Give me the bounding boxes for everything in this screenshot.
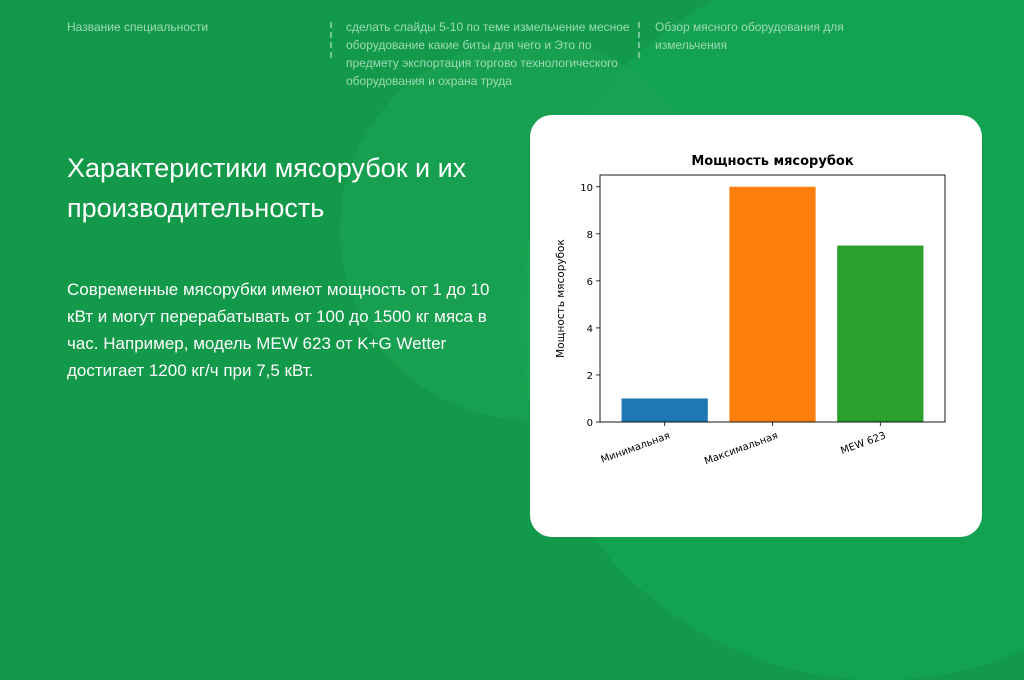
y-tick-label: 10 — [580, 182, 593, 194]
header-task: сделать слайды 5-10 по теме измельчение месное оборудование какие биты для чего и Это по предмету экспортация торгово технологического оборудования и охрана труда — [346, 20, 630, 88]
slide-body-text: Современные мясорубки имеют мощность от 1 до 10 кВт и могут перерабатывать от 100 до 1500 кг мяса в час. Например, модель MEW 623 от K+G Wetter достигает 1200 кг/ч при 7,5 кВт. — [67, 280, 490, 380]
y-axis-label: Мощность мясорубок — [555, 239, 567, 358]
y-tick-label: 6 — [586, 276, 593, 288]
header-specialty: Название специальности — [67, 20, 209, 34]
y-tick-label: 0 — [586, 418, 593, 429]
slide-title: Характеристики мясорубок и их производительность — [67, 153, 467, 223]
bar — [729, 187, 815, 422]
bar-chart — [530, 115, 982, 537]
x-tick-label: Максимальная — [702, 430, 780, 468]
x-tick-label: Минимальная — [599, 430, 672, 466]
chart-card — [530, 115, 982, 537]
chart-title: Мощность мясорубок — [691, 154, 854, 169]
header-divider — [638, 22, 640, 58]
y-tick-label: 4 — [586, 323, 593, 335]
x-tick-label: MEW 623 — [839, 430, 888, 457]
y-tick-label: 8 — [586, 229, 593, 241]
y-tick-label: 2 — [586, 370, 593, 382]
bar — [837, 246, 923, 422]
header-topic: Обзор мясного оборудования для измельчения — [655, 20, 844, 52]
bar — [622, 398, 708, 422]
header-divider — [330, 22, 332, 58]
